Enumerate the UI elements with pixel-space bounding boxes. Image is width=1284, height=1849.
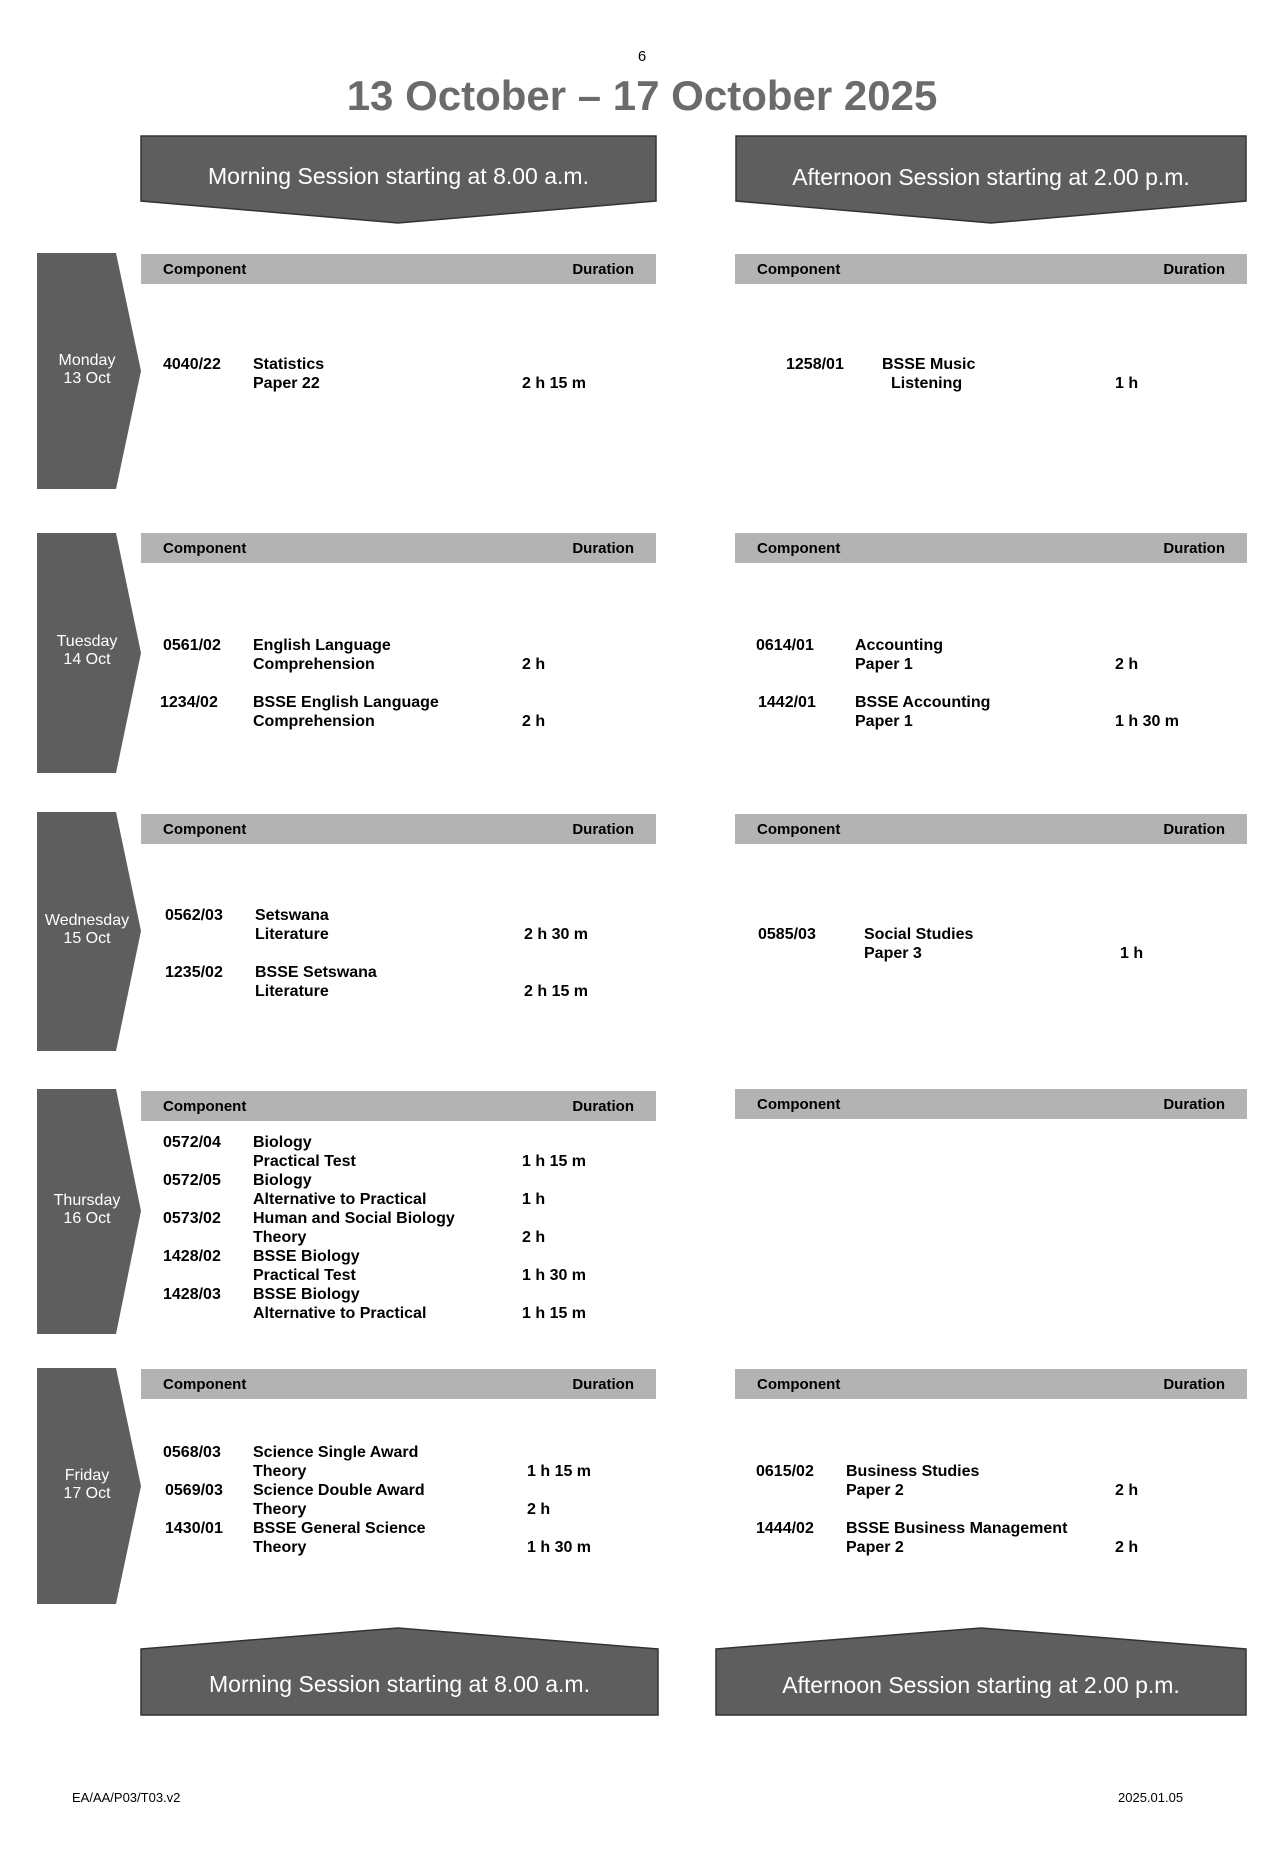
component-header: Component xyxy=(163,1376,247,1393)
morning-banner-top xyxy=(140,135,657,225)
exam-code: 0585/03 xyxy=(758,926,816,943)
exam-paper: Literature xyxy=(255,983,329,1000)
exam-paper: Comprehension xyxy=(253,713,375,730)
duration-header: Duration xyxy=(572,1376,634,1393)
exam-code: 0572/05 xyxy=(163,1172,221,1189)
morning-banner-bottom-label: Morning Session starting at 8.00 a.m. xyxy=(209,1671,590,1697)
day-name: Wednesday xyxy=(44,912,130,929)
footer-date: 2025.01.05 xyxy=(1118,1790,1184,1805)
exam-subject: Statistics xyxy=(253,356,325,373)
exam-code: 0615/02 xyxy=(756,1463,814,1480)
exam-subject: BSSE Biology xyxy=(253,1286,360,1303)
exam-subject: Setswana xyxy=(255,907,329,924)
duration-header: Duration xyxy=(1163,1096,1225,1113)
component-header: Component xyxy=(757,261,841,278)
exam-subject: English Language xyxy=(253,637,391,654)
day-date: 15 Oct xyxy=(63,930,111,947)
exam-paper: Paper 1 xyxy=(855,713,913,730)
exam-code: 0572/04 xyxy=(163,1134,221,1151)
exam-duration: 2 h xyxy=(1115,656,1139,673)
duration-header: Duration xyxy=(1163,261,1225,278)
exam-code: 1235/02 xyxy=(165,964,223,981)
day-label-monday xyxy=(37,253,142,489)
afternoon-table-header xyxy=(735,814,1247,844)
page-number: 6 xyxy=(637,48,647,65)
exam-paper: Practical Test xyxy=(253,1153,356,1170)
exam-code: 1234/02 xyxy=(160,694,218,711)
exam-subject: BSSE English Language xyxy=(253,694,439,711)
exam-duration: 2 h xyxy=(522,713,546,730)
afternoon-table-header xyxy=(735,533,1247,563)
exam-code: 1430/01 xyxy=(165,1520,223,1537)
day-label-wednesday xyxy=(37,812,142,1051)
exam-paper: Theory xyxy=(253,1501,307,1518)
exam-code: 0568/03 xyxy=(163,1444,221,1461)
afternoon-table-header xyxy=(735,254,1247,284)
exam-duration: 2 h 15 m xyxy=(524,983,589,1000)
exam-subject: Business Studies xyxy=(846,1463,980,1480)
exam-code: 0562/03 xyxy=(165,907,223,924)
exam-duration: 1 h 30 m xyxy=(1115,713,1180,730)
exam-paper: Theory xyxy=(253,1463,307,1480)
duration-header: Duration xyxy=(1163,821,1225,838)
exam-subject: Biology xyxy=(253,1172,312,1189)
day-label-tuesday xyxy=(37,533,142,773)
day-label-friday xyxy=(37,1368,142,1604)
exam-duration: 2 h 15 m xyxy=(522,375,587,392)
afternoon-banner-bottom xyxy=(715,1627,1247,1717)
duration-header: Duration xyxy=(1163,1376,1225,1393)
exam-subject: BSSE Music xyxy=(882,356,976,373)
afternoon-banner-bottom-label: Afternoon Session starting at 2.00 p.m. xyxy=(782,1672,1180,1698)
exam-duration: 2 h xyxy=(522,656,546,673)
exam-subject: Social Studies xyxy=(864,926,974,943)
exam-paper: Comprehension xyxy=(253,656,375,673)
exam-paper: Theory xyxy=(253,1229,307,1246)
exam-code: 1428/03 xyxy=(163,1286,221,1303)
exam-subject: BSSE Setswana xyxy=(255,964,377,981)
exam-paper: Theory xyxy=(253,1539,307,1556)
morning-table-header xyxy=(141,254,656,284)
exam-duration: 2 h xyxy=(522,1229,546,1246)
day-date: 17 Oct xyxy=(63,1485,111,1502)
component-header: Component xyxy=(163,540,247,557)
exam-duration: 1 h xyxy=(522,1191,546,1208)
morning-table-header xyxy=(141,1091,656,1121)
day-name: Tuesday xyxy=(56,633,118,650)
afternoon-table-header xyxy=(735,1089,1247,1119)
exam-paper: Paper 3 xyxy=(864,945,922,962)
exam-subject: Human and Social Biology xyxy=(253,1210,455,1227)
exam-paper: Listening xyxy=(891,375,963,392)
component-header: Component xyxy=(757,821,841,838)
exam-code: 1258/01 xyxy=(786,356,844,373)
exam-subject: BSSE Accounting xyxy=(855,694,991,711)
duration-header: Duration xyxy=(572,261,634,278)
exam-duration: 2 h xyxy=(1115,1482,1139,1499)
exam-paper: Alternative to Practical xyxy=(253,1305,427,1322)
morning-banner-bottom xyxy=(140,1627,659,1717)
exam-code: 0573/02 xyxy=(163,1210,221,1227)
exam-duration: 2 h xyxy=(1115,1539,1139,1556)
day-date: 14 Oct xyxy=(63,651,111,668)
component-header: Component xyxy=(757,1376,841,1393)
exam-subject: Accounting xyxy=(855,637,943,654)
afternoon-banner-top xyxy=(735,135,1247,225)
exam-code: 4040/22 xyxy=(163,356,221,373)
component-header: Component xyxy=(163,821,247,838)
exam-paper: Paper 22 xyxy=(253,375,320,392)
exam-subject: Biology xyxy=(253,1134,312,1151)
exam-code: 0569/03 xyxy=(165,1482,223,1499)
day-date: 16 Oct xyxy=(63,1210,111,1227)
exam-paper: Paper 2 xyxy=(846,1539,904,1556)
duration-header: Duration xyxy=(1163,540,1225,557)
exam-code: 0614/01 xyxy=(756,637,814,654)
exam-duration: 1 h 15 m xyxy=(522,1153,587,1170)
exam-subject: Science Single Award xyxy=(253,1444,419,1461)
exam-subject: BSSE Business Management xyxy=(846,1520,1068,1537)
component-header: Component xyxy=(757,1096,841,1113)
exam-duration: 1 h 15 m xyxy=(527,1463,592,1480)
morning-table-header xyxy=(141,1369,656,1399)
duration-header: Duration xyxy=(572,540,634,557)
day-name: Thursday xyxy=(53,1192,121,1209)
morning-table-header xyxy=(141,814,656,844)
exam-paper: Paper 2 xyxy=(846,1482,904,1499)
exam-code: 1444/02 xyxy=(756,1520,814,1537)
day-label-thursday xyxy=(37,1089,142,1334)
page-title: 13 October – 17 October 2025 xyxy=(346,72,938,119)
morning-banner-top-label: Morning Session starting at 8.00 a.m. xyxy=(208,163,589,189)
exam-duration: 2 h 30 m xyxy=(524,926,589,943)
exam-paper: Paper 1 xyxy=(855,656,913,673)
exam-duration: 1 h xyxy=(1115,375,1139,392)
exam-duration: 2 h xyxy=(527,1501,551,1518)
morning-table-header xyxy=(141,533,656,563)
afternoon-table-header xyxy=(735,1369,1247,1399)
exam-subject: BSSE Biology xyxy=(253,1248,360,1265)
component-header: Component xyxy=(163,1098,247,1115)
day-date: 13 Oct xyxy=(63,370,111,387)
component-header: Component xyxy=(163,261,247,278)
exam-paper: Literature xyxy=(255,926,329,943)
exam-code: 1428/02 xyxy=(163,1248,221,1265)
component-header: Component xyxy=(757,540,841,557)
exam-duration: 1 h 15 m xyxy=(522,1305,587,1322)
exam-code: 0561/02 xyxy=(163,637,221,654)
day-name: Monday xyxy=(58,352,116,369)
exam-code: 1442/01 xyxy=(758,694,816,711)
footer-document-code: EA/AA/P03/T03.v2 xyxy=(72,1790,181,1805)
duration-header: Duration xyxy=(572,821,634,838)
exam-paper: Alternative to Practical xyxy=(253,1191,427,1208)
exam-duration: 1 h 30 m xyxy=(522,1267,587,1284)
exam-subject: Science Double Award xyxy=(253,1482,425,1499)
afternoon-banner-top-label: Afternoon Session starting at 2.00 p.m. xyxy=(792,164,1190,190)
exam-duration: 1 h xyxy=(1120,945,1144,962)
exam-duration: 1 h 30 m xyxy=(527,1539,592,1556)
day-name: Friday xyxy=(64,1467,110,1484)
exam-paper: Practical Test xyxy=(253,1267,356,1284)
duration-header: Duration xyxy=(572,1098,634,1115)
exam-subject: BSSE General Science xyxy=(253,1520,426,1537)
